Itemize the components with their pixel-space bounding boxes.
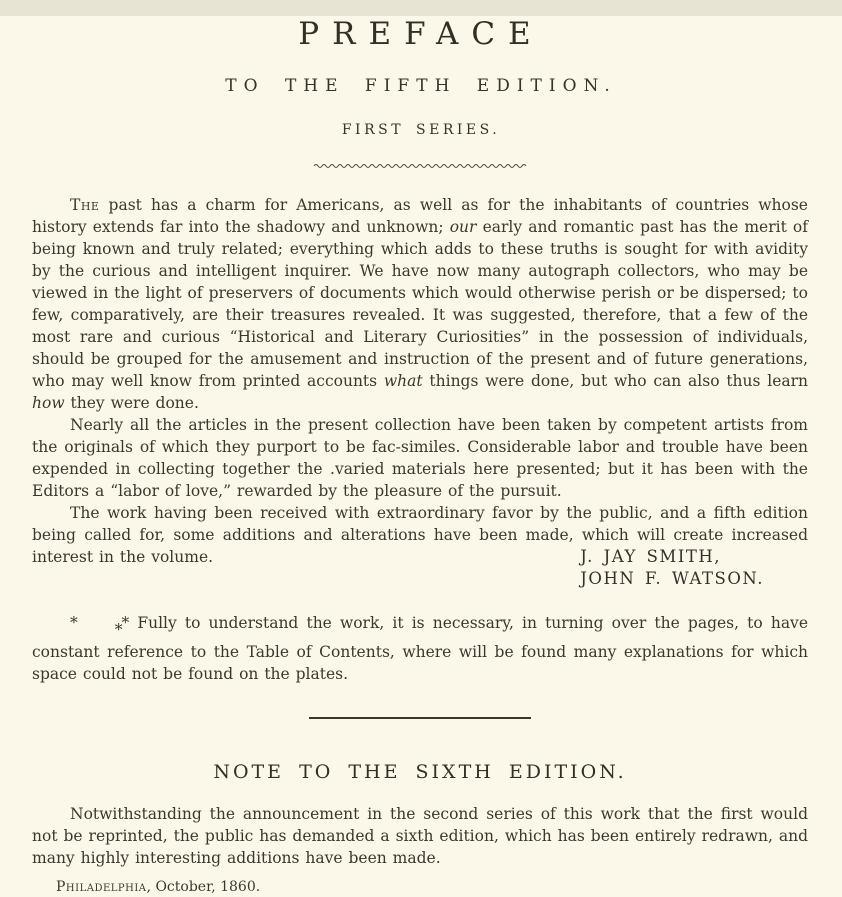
preface-header bbox=[0, 16, 842, 170]
footnote-paragraph: * ** Fully to understand the work, it is necessary, in turning over the pages, to have constant reference to the Table of Contents, where will be found many explanations for which space could not be found on the plates. bbox=[32, 614, 808, 683]
squiggle-rule bbox=[0, 162, 842, 170]
preface-paragraph-2: Nearly all the articles in the present collection have been taken by competent artists from the originals of which they purport to be fac-similes. Considerable labor and trouble have been expended in collecting together the .varied materials here presented; but it has been with the Editors a “labor of love,” rewarded by the pleasure of the pursuit. bbox=[32, 416, 808, 500]
note-heading: NOTE TO THE SIXTH EDITION. bbox=[213, 760, 627, 783]
signature-list bbox=[580, 546, 764, 590]
note-paragraph: Notwithstanding the announcement in the second series of this work that the first would not be reprinted, the public has demanded a sixth edition, which has been entirely redrawn, and many highly interesting additions have been made. bbox=[32, 804, 808, 867]
preface-paragraph-3: The work having been received with extraordinary favor by the public, and a fifth edition being called for, some additions and alterations have been made, which will create increased interest in the volume. bbox=[32, 504, 808, 566]
book-page bbox=[0, 16, 842, 897]
series-subtitle: FIRST SERIES. bbox=[341, 122, 501, 138]
edition-subtitle: TO THE FIFTH EDITION. bbox=[225, 76, 617, 96]
dateline: Philadelphia, October, 1860. bbox=[56, 878, 261, 895]
signature-smith: J. JAY SMITH, bbox=[580, 547, 721, 566]
section-divider-rule bbox=[309, 717, 531, 719]
page-title: PREFACE bbox=[298, 16, 544, 52]
preface-body bbox=[0, 194, 842, 895]
signature-watson: JOHN F. WATSON. bbox=[580, 569, 764, 588]
squiggle-rule-path bbox=[314, 165, 526, 168]
preface-paragraph-1: The past has a charm for Americans, as well as for the inhabitants of countries whose history extends far into the shadowy and unknown; our early and romantic past has the merit of being known and truly related; everything which adds to these truths is sought for with avidity by the curious and intelligent inquirer. We have now many autograph collectors, who may be viewed in the light of preservers of documents which would otherwise perish or be dispersed; to few, comparatively, are their treasures revealed. It was suggested, therefore, that a few of the most rare and curious “Historical and Literary Curiosities” in the possession of individuals, should be grouped for the amusement and instruction of the present and of future generations, who may well know from printed accounts what things were done, but who can also thus learn how they were done. bbox=[32, 196, 809, 412]
